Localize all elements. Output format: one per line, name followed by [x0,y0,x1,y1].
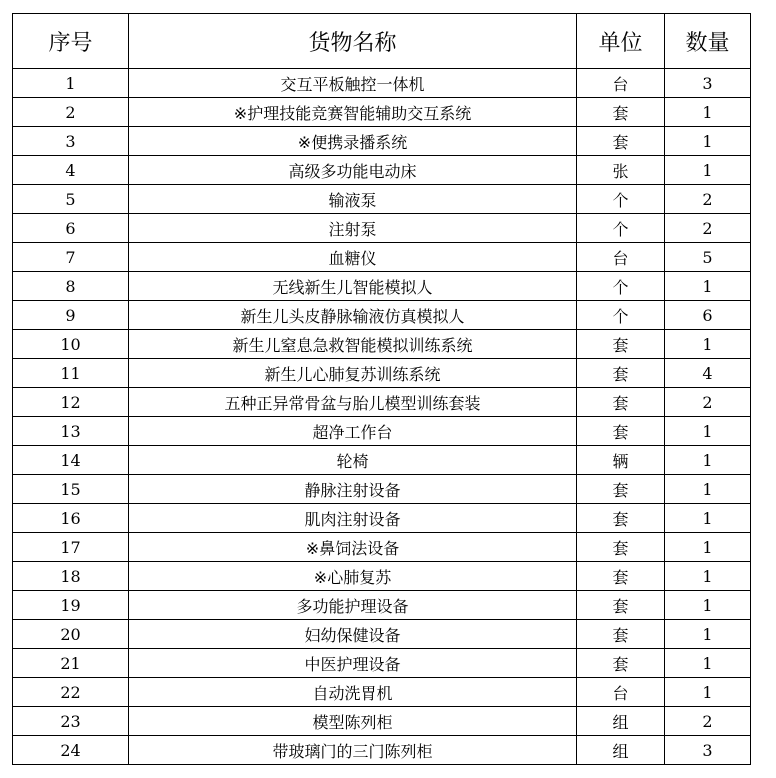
row-unit: 套 [577,330,665,359]
row-quantity: 1 [665,504,751,533]
table-row [13,98,751,127]
row-index: 3 [13,127,129,156]
row-index: 1 [13,69,129,98]
row-quantity: 1 [665,591,751,620]
row-unit: 套 [577,417,665,446]
row-index: 14 [13,446,129,475]
row-unit: 套 [577,127,665,156]
row-index: 21 [13,649,129,678]
row-unit: 套 [577,649,665,678]
row-quantity: 2 [665,707,751,736]
row-unit: 个 [577,214,665,243]
table-row [13,649,751,678]
row-unit: 个 [577,272,665,301]
table-row [13,156,751,185]
row-index: 13 [13,417,129,446]
row-goods-name: 模型陈列柜 [129,707,577,736]
row-index: 18 [13,562,129,591]
row-quantity: 1 [665,678,751,707]
row-quantity: 1 [665,475,751,504]
row-goods-name: 新生儿心肺复苏训练系统 [129,359,577,388]
row-index: 2 [13,98,129,127]
row-index: 24 [13,736,129,765]
row-goods-name: ※鼻饲法设备 [129,533,577,562]
row-unit: 套 [577,562,665,591]
row-goods-name: 注射泵 [129,214,577,243]
header-index: 序号 [13,14,129,69]
row-quantity: 4 [665,359,751,388]
table-row [13,620,751,649]
row-quantity: 1 [665,330,751,359]
table-row [13,678,751,707]
table-row [13,185,751,214]
row-index: 11 [13,359,129,388]
table-row [13,69,751,98]
row-index: 16 [13,504,129,533]
table-row [13,591,751,620]
row-index: 19 [13,591,129,620]
row-unit: 组 [577,736,665,765]
row-unit: 组 [577,707,665,736]
row-unit: 张 [577,156,665,185]
table-header-row [13,14,751,69]
row-unit: 套 [577,591,665,620]
row-goods-name: 血糖仪 [129,243,577,272]
row-index: 8 [13,272,129,301]
row-goods-name: 五种正异常骨盆与胎儿模型训练套装 [129,388,577,417]
table-row [13,533,751,562]
row-quantity: 1 [665,417,751,446]
table-row [13,330,751,359]
row-index: 17 [13,533,129,562]
row-index: 10 [13,330,129,359]
table-row [13,359,751,388]
row-index: 6 [13,214,129,243]
goods-table [12,13,751,765]
row-goods-name: 肌肉注射设备 [129,504,577,533]
table-row [13,446,751,475]
row-index: 5 [13,185,129,214]
row-unit: 套 [577,504,665,533]
table-row [13,736,751,765]
row-index: 12 [13,388,129,417]
row-quantity: 2 [665,388,751,417]
row-index: 22 [13,678,129,707]
header-name: 货物名称 [129,14,577,69]
header-quantity: 数量 [665,14,751,69]
row-unit: 辆 [577,446,665,475]
row-unit: 台 [577,678,665,707]
row-unit: 台 [577,243,665,272]
row-goods-name: 无线新生儿智能模拟人 [129,272,577,301]
row-quantity: 3 [665,69,751,98]
row-quantity: 6 [665,301,751,330]
goods-table-container [12,13,751,765]
row-quantity: 3 [665,736,751,765]
row-unit: 套 [577,98,665,127]
row-index: 7 [13,243,129,272]
table-row [13,475,751,504]
row-goods-name: 轮椅 [129,446,577,475]
row-goods-name: 新生儿头皮静脉输液仿真模拟人 [129,301,577,330]
row-unit: 台 [577,69,665,98]
row-quantity: 1 [665,156,751,185]
header-unit: 单位 [577,14,665,69]
row-quantity: 1 [665,98,751,127]
row-quantity: 2 [665,214,751,243]
table-row [13,562,751,591]
row-goods-name: 交互平板触控一体机 [129,69,577,98]
row-goods-name: 自动洗胃机 [129,678,577,707]
row-goods-name: 中医护理设备 [129,649,577,678]
table-row [13,388,751,417]
row-quantity: 1 [665,127,751,156]
row-quantity: 1 [665,533,751,562]
table-body [13,69,751,765]
row-unit: 套 [577,359,665,388]
row-quantity: 1 [665,562,751,591]
row-index: 23 [13,707,129,736]
row-goods-name: 静脉注射设备 [129,475,577,504]
row-unit: 个 [577,301,665,330]
table-row [13,417,751,446]
row-quantity: 1 [665,649,751,678]
row-goods-name: 妇幼保健设备 [129,620,577,649]
table-row [13,272,751,301]
row-goods-name: 新生儿窒息急救智能模拟训练系统 [129,330,577,359]
table-row [13,301,751,330]
table-row [13,504,751,533]
row-index: 9 [13,301,129,330]
row-goods-name: 超净工作台 [129,417,577,446]
row-quantity: 5 [665,243,751,272]
row-goods-name: 带玻璃门的三门陈列柜 [129,736,577,765]
row-quantity: 1 [665,446,751,475]
row-unit: 套 [577,620,665,649]
row-unit: 套 [577,533,665,562]
table-row [13,127,751,156]
row-goods-name: ※护理技能竞赛智能辅助交互系统 [129,98,577,127]
table-row [13,707,751,736]
table-row [13,243,751,272]
row-index: 4 [13,156,129,185]
row-goods-name: 输液泵 [129,185,577,214]
row-index: 15 [13,475,129,504]
row-index: 20 [13,620,129,649]
row-unit: 个 [577,185,665,214]
row-quantity: 1 [665,620,751,649]
row-unit: 套 [577,475,665,504]
row-goods-name: 高级多功能电动床 [129,156,577,185]
row-goods-name: ※便携录播系统 [129,127,577,156]
row-goods-name: 多功能护理设备 [129,591,577,620]
row-unit: 套 [577,388,665,417]
row-quantity: 2 [665,185,751,214]
row-quantity: 1 [665,272,751,301]
table-row [13,214,751,243]
row-goods-name: ※心肺复苏 [129,562,577,591]
